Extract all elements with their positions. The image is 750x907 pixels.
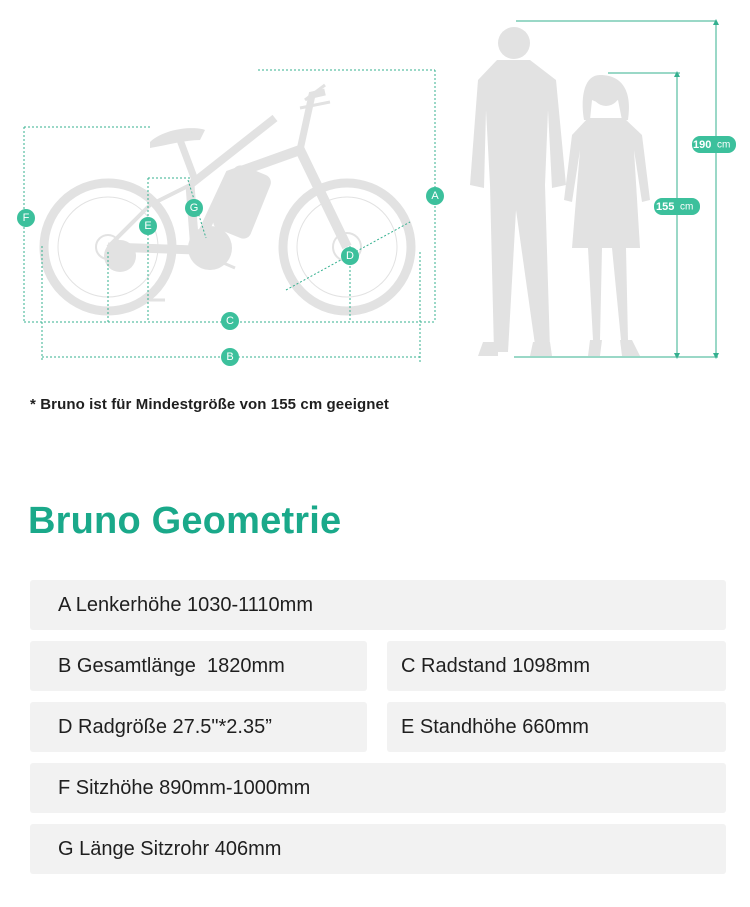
spec-seat-tube-length: G Länge Sitzrohr 406mm bbox=[30, 824, 726, 874]
svg-text:E: E bbox=[144, 220, 152, 232]
marker-d bbox=[341, 247, 359, 265]
spec-wheelbase: C Radstand 1098mm bbox=[387, 641, 726, 691]
height-badge-155 bbox=[654, 198, 700, 215]
svg-text:C: C bbox=[226, 315, 234, 327]
spec-wheel-size: D Radgröße 27.5"*2.35” bbox=[30, 702, 367, 752]
svg-text:155: 155 bbox=[656, 201, 675, 213]
spec-seat-height: F Sitzhöhe 890mm-1000mm bbox=[30, 763, 726, 813]
svg-text:B: B bbox=[226, 351, 234, 363]
marker-f bbox=[17, 209, 35, 227]
svg-text:A: A bbox=[431, 190, 439, 202]
geometry-diagram bbox=[0, 0, 750, 380]
page-title: Bruno Geometrie bbox=[28, 500, 342, 542]
svg-text:190: 190 bbox=[693, 139, 712, 151]
marker-c bbox=[221, 312, 239, 330]
spec-standover-height: E Standhöhe 660mm bbox=[387, 702, 726, 752]
height-badge-190 bbox=[692, 136, 736, 153]
marker-e bbox=[139, 217, 157, 235]
person-silhouettes bbox=[470, 27, 650, 356]
svg-text:G: G bbox=[189, 202, 199, 214]
svg-text:cm: cm bbox=[717, 139, 731, 151]
marker-a bbox=[426, 187, 444, 205]
arrowheads bbox=[674, 19, 719, 359]
marker-b bbox=[221, 348, 239, 366]
spec-handlebar-height: A Lenkerhöhe 1030-1110mm bbox=[30, 580, 726, 630]
svg-text:cm: cm bbox=[680, 201, 694, 213]
size-note: * Bruno ist für Mindestgröße von 155 cm geeignet bbox=[30, 396, 390, 413]
spec-total-length: B Gesamtlänge 1820mm bbox=[30, 641, 367, 691]
svg-text:F: F bbox=[22, 212, 30, 224]
svg-text:D: D bbox=[346, 250, 354, 262]
marker-g bbox=[185, 199, 203, 217]
